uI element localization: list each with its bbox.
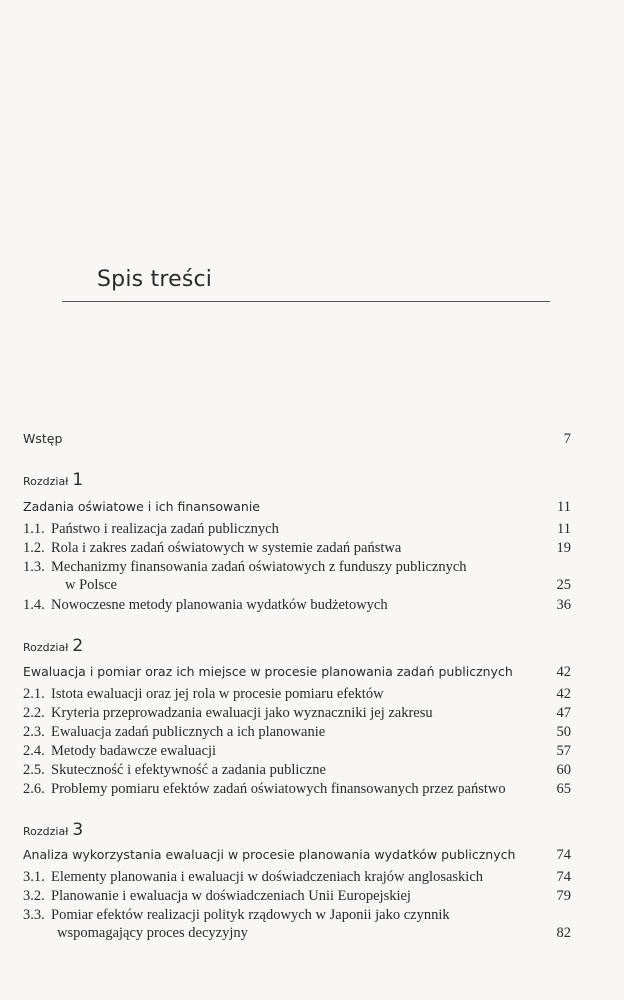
- chapter-3-label-text: Rozdział: [23, 825, 69, 838]
- title-divider: [62, 301, 550, 302]
- section-title: Rola i zakres zadań oświatowych w systemie zadań państwa: [51, 540, 402, 556]
- chapter-1-title: Zadania oświatowe i ich finansowanie: [23, 499, 260, 514]
- page-title: Spis treści: [97, 267, 213, 292]
- section-title: Państwo i realizacja zadań publicznych: [51, 521, 279, 537]
- section-number: 1.1.: [23, 521, 45, 537]
- section-number: 2.2.: [23, 705, 45, 721]
- chapter-1-page: 11: [557, 499, 571, 515]
- intro-page: 7: [563, 431, 571, 447]
- section-number: 1.4.: [23, 597, 45, 613]
- chapter-2-title: Ewaluacja i pomiar oraz ich miejsce w procesie planowania zadań publicznych: [23, 664, 513, 679]
- chapter-1-number: 1: [72, 470, 84, 490]
- chapter-1-label: [23, 470, 83, 490]
- section-page: 65: [556, 781, 571, 797]
- chapter-2-page: 42: [556, 664, 571, 680]
- section-title: Ewaluacja zadań publicznych a ich planowanie: [51, 724, 326, 740]
- chapter-2-number: 2: [72, 636, 84, 656]
- section-title: Skuteczność i efektywność a zadania publiczne: [51, 762, 326, 778]
- section-title: Problemy pomiaru efektów zadań oświatowych finansowanych przez państwo: [51, 781, 506, 797]
- section-number: 2.1.: [23, 686, 45, 702]
- section-page: 60: [556, 762, 571, 778]
- section-page: 11: [557, 521, 571, 537]
- section-title: Kryteria przeprowadzania ewaluacji jako wyznaczniki jej zakresu: [51, 705, 433, 721]
- chapter-3-label: [23, 820, 83, 840]
- section-title: Pomiar efektów realizacji polityk rządowych w Japonii jako czynnik: [51, 907, 450, 923]
- section-number: 3.2.: [23, 888, 45, 904]
- section-title-continued: w Polsce: [65, 577, 117, 593]
- section-page: 25: [556, 577, 571, 593]
- section-title: Planowanie i ewaluacja w doświadczeniach Unii Europejskiej: [51, 888, 411, 904]
- section-title: Istota ewaluacji oraz jej rola w procesie pomiaru efektów: [51, 686, 384, 702]
- section-page: 74: [556, 869, 571, 885]
- chapter-2-label-text: Rozdział: [23, 641, 69, 654]
- section-title: Mechanizmy finansowania zadań oświatowych z funduszy publicznych: [51, 559, 467, 575]
- section-number: 2.5.: [23, 762, 45, 778]
- section-number: 2.3.: [23, 724, 45, 740]
- chapter-3-title: Analiza wykorzystania ewaluacji w procesie planowania wydatków publicznych: [23, 847, 516, 862]
- section-page: 57: [556, 743, 571, 759]
- section-page: 82: [556, 925, 571, 941]
- section-page: 79: [556, 888, 571, 904]
- section-page: 19: [556, 540, 571, 556]
- chapter-3-page: 74: [556, 847, 571, 863]
- section-title: Elementy planowania i ewaluacji w doświadczeniach krajów anglosaskich: [51, 869, 484, 885]
- chapter-2-label: [23, 636, 83, 656]
- section-title-continued: wspomagający proces decyzyjny: [57, 925, 248, 941]
- section-number: 2.6.: [23, 781, 45, 797]
- section-page: 36: [556, 597, 571, 613]
- section-title: Nowoczesne metody planowania wydatków budżetowych: [51, 597, 388, 613]
- chapter-1-label-text: Rozdział: [23, 475, 69, 488]
- section-page: 50: [556, 724, 571, 740]
- chapter-3-number: 3: [72, 820, 84, 840]
- section-page: 47: [556, 705, 571, 721]
- section-number: 2.4.: [23, 743, 45, 759]
- section-number: 1.3.: [23, 559, 45, 575]
- intro-label: Wstęp: [23, 431, 63, 446]
- section-number: 3.3.: [23, 907, 45, 923]
- section-page: 42: [556, 686, 571, 702]
- section-number: 3.1.: [23, 869, 45, 885]
- section-number: 1.2.: [23, 540, 45, 556]
- section-title: Metody badawcze ewaluacji: [51, 743, 217, 759]
